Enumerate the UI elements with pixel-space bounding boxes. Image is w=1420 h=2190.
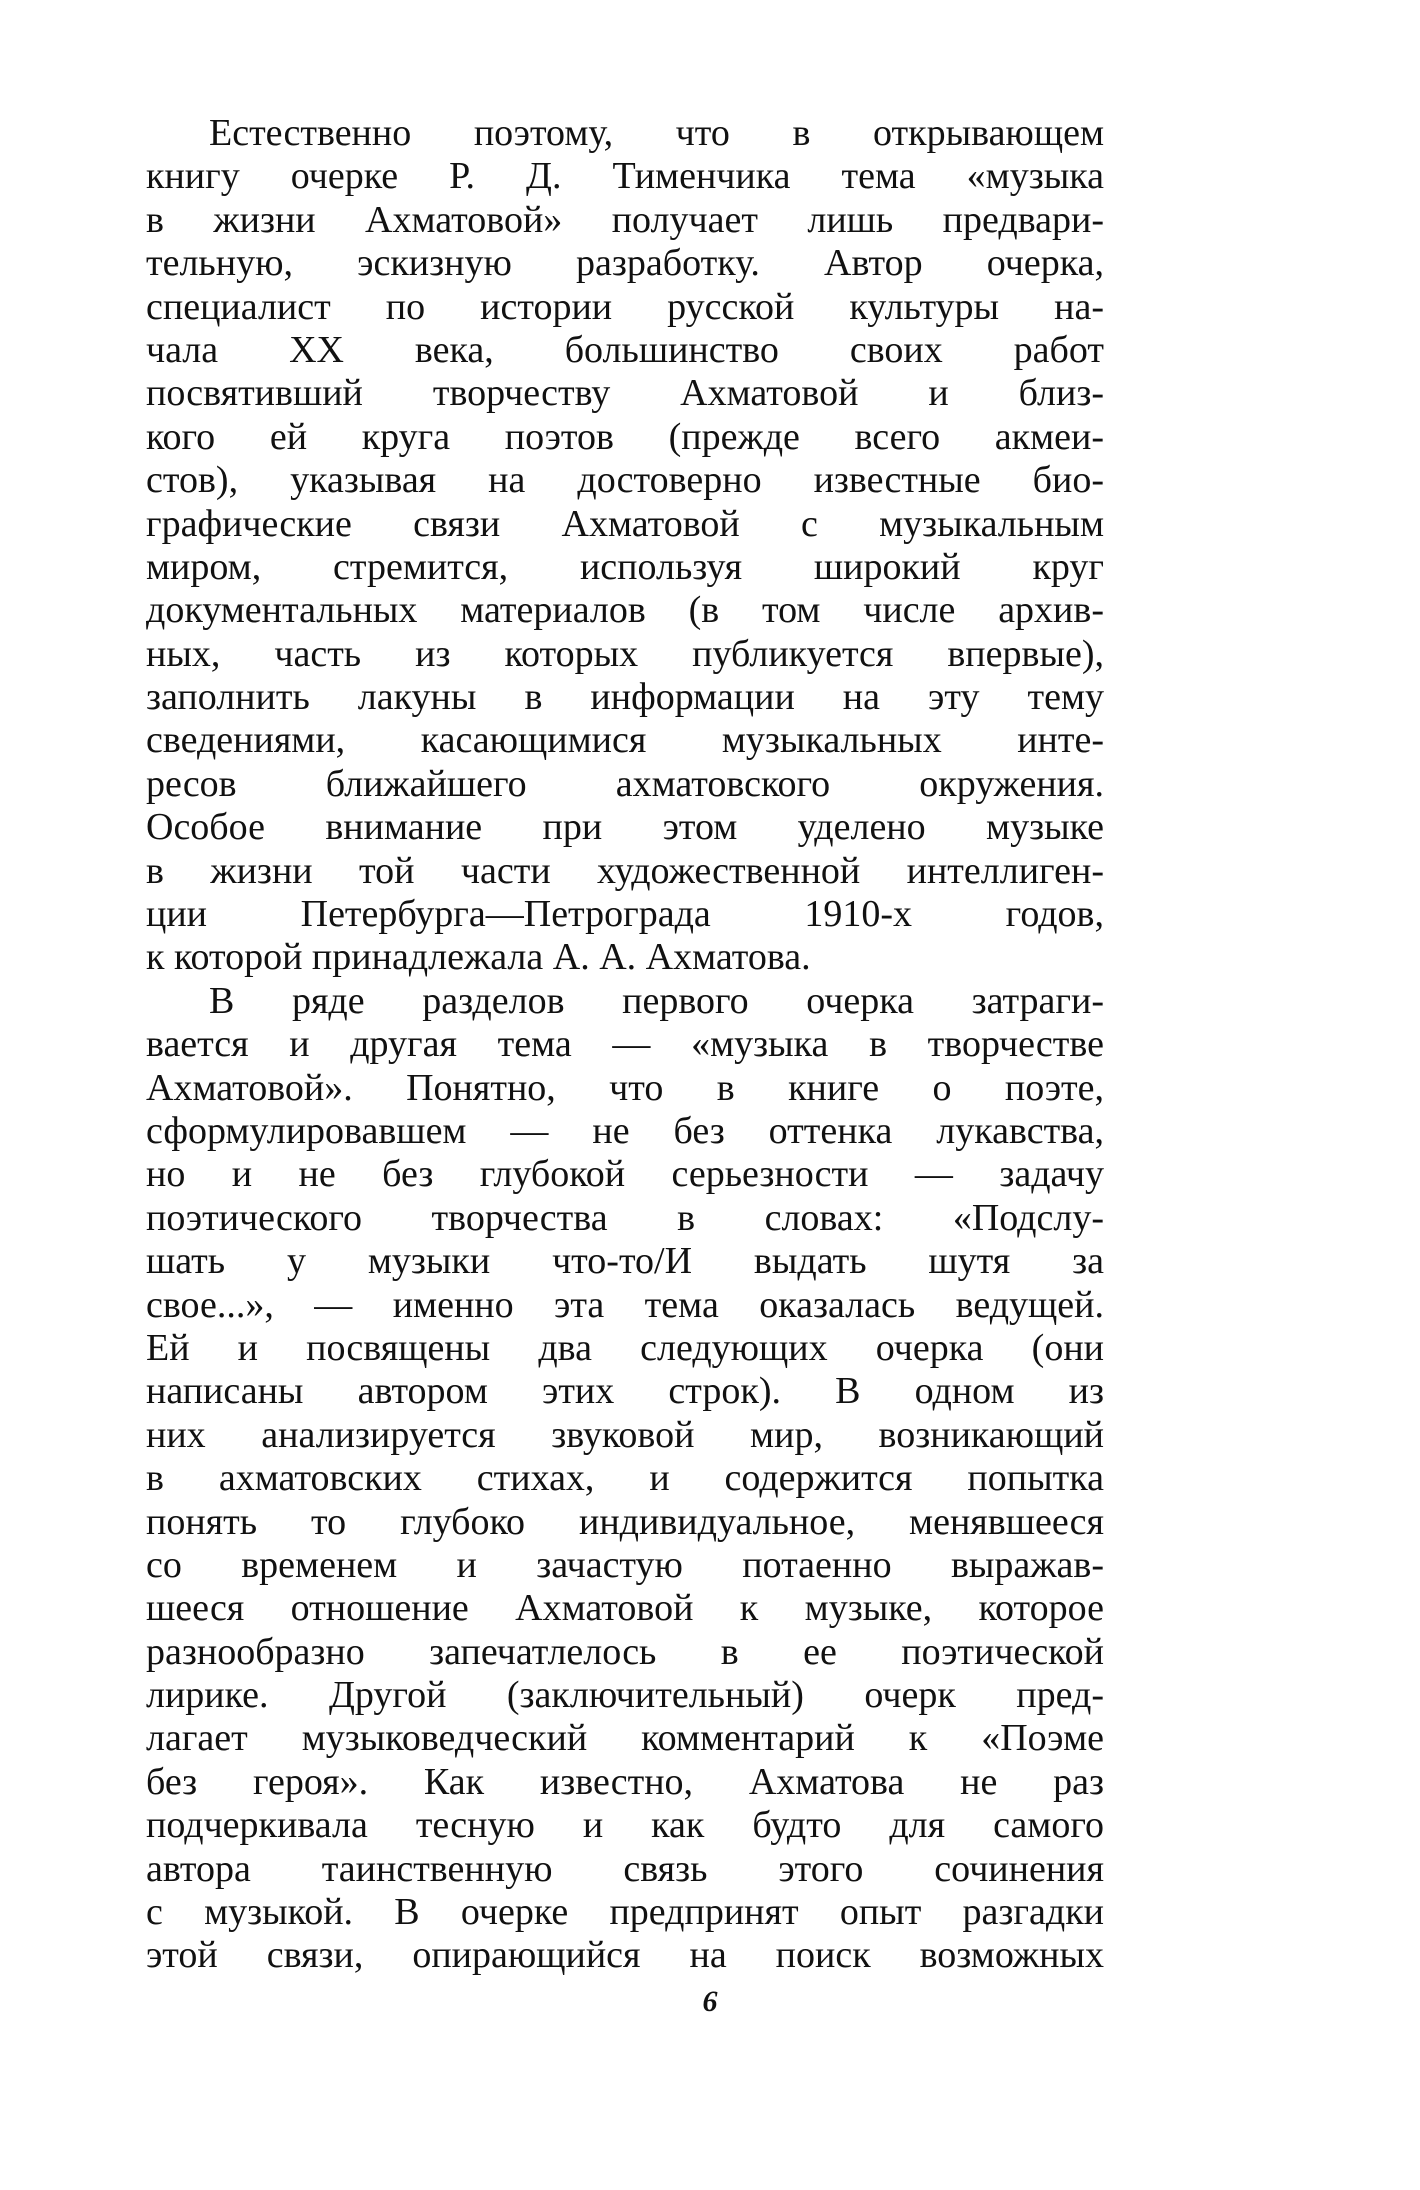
text-line: вается и другая тема — «музыка в творчестве [146, 1023, 1104, 1066]
text-line: книгу очерке Р. Д. Тименчика тема «музыка [146, 155, 1104, 198]
text-line: подчеркивала тесную и как будто для самого [146, 1804, 1104, 1847]
text-line: написаны автором этих строк). В одном из [146, 1370, 1104, 1413]
paragraph [146, 980, 1104, 1978]
text-line: Естественно поэтому, что в открывающем [209, 112, 1104, 154]
text-line: без героя». Как известно, Ахматова не раз [146, 1760, 1104, 1803]
text-line: графические связи Ахматовой с музыкальным [146, 502, 1104, 545]
text-line: с музыкой. В очерке предпринят опыт разгадки [146, 1891, 1104, 1934]
text-line: этой связи, опирающийся на поиск возможных [146, 1934, 1104, 1977]
text-line: Ей и посвящены два следующих очерка (они [146, 1326, 1104, 1369]
text-line: специалист по истории русской культуры на- [146, 285, 1104, 328]
text-line: сформулировавшем — не без оттенка лукавства, [146, 1109, 1104, 1152]
text-line: Ахматовой». Понятно, что в книге о поэте, [146, 1066, 1104, 1109]
page-number: 6 [702, 1985, 718, 2018]
text-line: заполнить лакуны в информации на эту тему [146, 676, 1104, 719]
text-line: понять то глубоко индивидуальное, менявшееся [146, 1500, 1104, 1543]
text-line: документальных материалов (в том числе архив- [146, 589, 1104, 632]
text-line: со временем и зачастую потаенно выражав- [146, 1543, 1104, 1586]
text-line: в жизни Ахматовой» получает лишь предвари- [146, 198, 1104, 241]
text-line: чала XX века, большинство своих работ [146, 328, 1104, 371]
text-line: миром, стремится, используя широкий круг [146, 545, 1104, 588]
text-line: кого ей круга поэтов (прежде всего акмеи- [146, 415, 1104, 458]
text-line: сведениями, касающимися музыкальных инте- [146, 719, 1104, 762]
text-line: Особое внимание при этом уделено музыке [146, 806, 1104, 849]
text-line: к которой принадлежала А. А. Ахматова. [146, 936, 811, 979]
text-line: разнообразно запечатлелось в ее поэтической [146, 1630, 1104, 1673]
text-line: стов), указывая на достоверно известные био- [146, 459, 1104, 502]
text-line: лирике. Другой (заключительный) очерк пред- [146, 1674, 1104, 1717]
paragraph [146, 112, 1104, 980]
text-line: шать у музыки что-то/И выдать шутя за [146, 1240, 1104, 1283]
text-line: поэтического творчества в словах: «Подслу- [146, 1196, 1104, 1239]
text-line: ресов ближайшего ахматовского окружения. [146, 762, 1104, 805]
body-text [146, 112, 1104, 1978]
text-line: тельную, эскизную разработку. Автор очерка, [146, 242, 1104, 285]
text-line: ции Петербурга—Петрограда 1910-х годов, [146, 893, 1104, 936]
text-line: них анализируется звуковой мир, возникающий [146, 1413, 1104, 1456]
text-line: в жизни той части художественной интеллиген- [146, 849, 1104, 892]
text-line: лагает музыковедческий комментарий к «Поэме [146, 1717, 1104, 1760]
text-line: посвятивший творчеству Ахматовой и близ- [146, 372, 1104, 415]
text-line: В ряде разделов первого очерка затраги- [209, 979, 1104, 1022]
text-line: в ахматовских стихах, и содержится попытка [146, 1457, 1104, 1500]
text-line: свое...», — именно эта тема оказалась ведущей. [146, 1283, 1104, 1326]
text-line: но и не без глубокой серьезности — задачу [146, 1153, 1104, 1196]
text-line: ных, часть из которых публикуется впервые), [146, 632, 1104, 675]
text-line: шееся отношение Ахматовой к музыке, которое [146, 1587, 1104, 1630]
text-line: автора таинственную связь этого сочинения [146, 1847, 1104, 1890]
